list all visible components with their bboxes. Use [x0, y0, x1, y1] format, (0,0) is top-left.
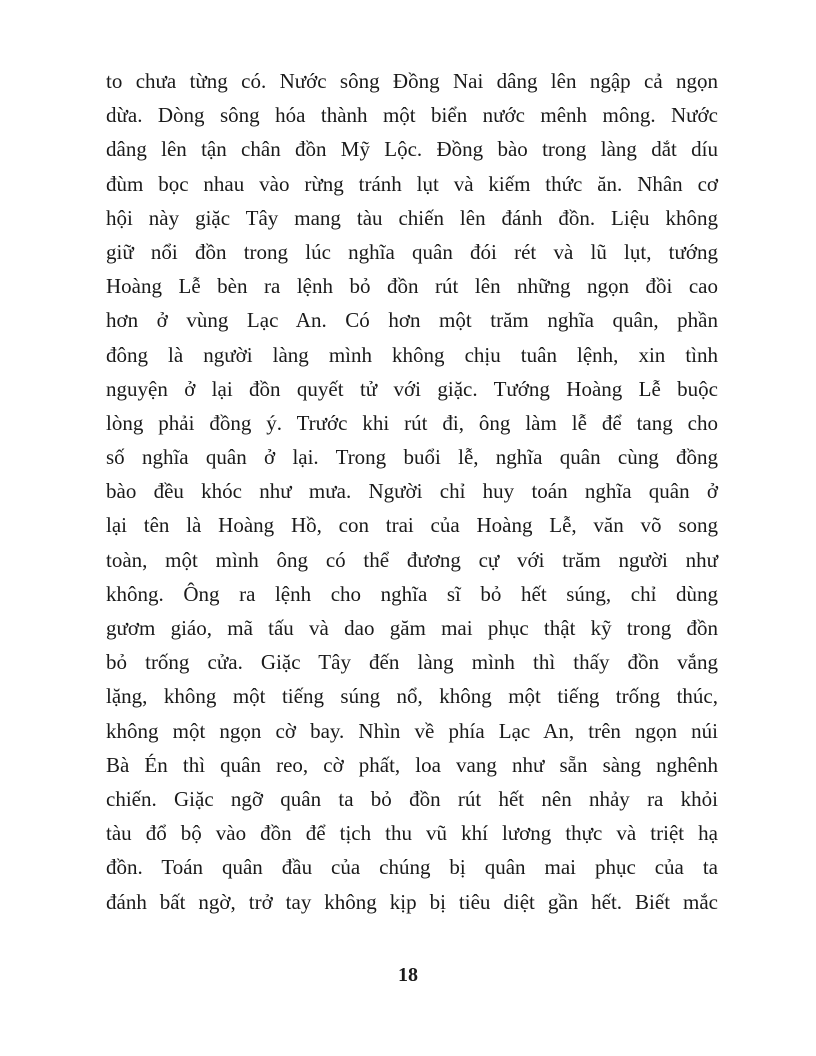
text-line: không một ngọn cờ bay. Nhìn về phía Lạc An, trên ngọn núi [106, 718, 718, 743]
text-line: đông là người làng mình không chịu tuân lệnh, xin tình [106, 342, 718, 367]
text-line: bỏ trống cửa. Giặc Tây đến làng mình thì thấy đồn vắng [106, 650, 718, 675]
body-text [106, 64, 718, 919]
text-line: chiến. Giặc ngỡ quân ta bỏ đồn rút hết nên nhảy ra khỏi [106, 786, 718, 811]
text-line: lại tên là Hoàng Hồ, con trai của Hoàng Lễ, văn võ song [106, 513, 718, 538]
text-line: đánh bất ngờ, trở tay không kịp bị tiêu diệt gần hết. Biết mắc [106, 889, 718, 914]
text-line: hơn ở vùng Lạc An. Có hơn một trăm nghĩa quân, phần [106, 308, 718, 333]
text-line: hội này giặc Tây mang tàu chiến lên đánh đồn. Liệu không [106, 205, 718, 230]
text-line: to chưa từng có. Nước sông Đồng Nai dâng lên ngập cả ngọn [106, 69, 718, 93]
text-line: Hoàng Lễ bèn ra lệnh bỏ đồn rút lên những ngọn đồi cao [106, 274, 718, 299]
text-line: gươm giáo, mã tấu và dao găm mai phục thật kỹ trong đồn [106, 616, 718, 640]
text-line: Bà Én thì quân reo, cờ phất, loa vang như sẵn sàng nghênh [106, 752, 718, 777]
text-line: số nghĩa quân ở lại. Trong buổi lễ, nghĩa quân cùng đồng [106, 445, 718, 470]
page-number: 18 [398, 964, 418, 986]
text-line: nguyện ở lại đồn quyết tử với giặc. Tướng Hoàng Lễ buộc [106, 376, 718, 401]
text-line: đùm bọc nhau vào rừng tránh lụt và kiếm thức ăn. Nhân cơ [106, 171, 718, 196]
text-line: bào đều khóc như mưa. Người chỉ huy toán nghĩa quân ở [106, 479, 718, 504]
text-line: giữ nổi đồn trong lúc nghĩa quân đói rét và lũ lụt, tướng [106, 239, 718, 264]
text-line: lòng phải đồng ý. Trước khi rút đi, ông làm lễ để tang cho [106, 410, 718, 435]
text-line: toàn, một mình ông có thể đương cự với trăm người như [106, 547, 718, 572]
text-line: không. Ông ra lệnh cho nghĩa sĩ bỏ hết súng, chỉ dùng [106, 581, 718, 606]
text-line: dâng lên tận chân đồn Mỹ Lộc. Đồng bào trong làng dắt díu [106, 137, 718, 162]
text-line: đồn. Toán quân đầu của chúng bị quân mai phục của ta [106, 855, 718, 880]
text-line: tàu đổ bộ vào đồn để tịch thu vũ khí lương thực và triệt hạ [106, 821, 718, 846]
text-line: lặng, không một tiếng súng nổ, không một tiếng trống thúc, [106, 684, 718, 709]
text-line: dừa. Dòng sông hóa thành một biển nước mênh mông. Nước [106, 103, 718, 128]
